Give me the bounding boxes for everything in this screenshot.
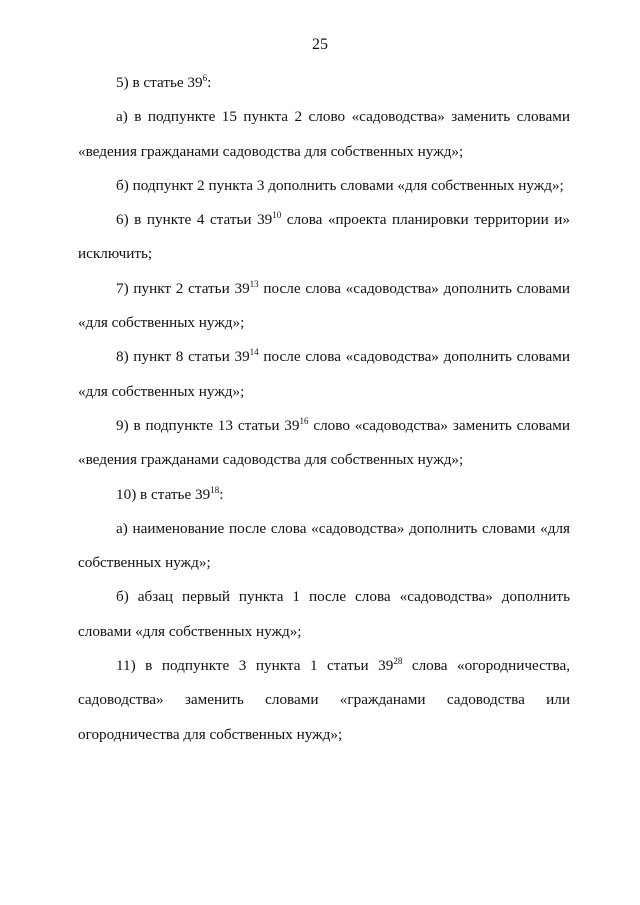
paragraph-6: 6) в пункте 4 статьи $39^{10}$ слова «проекта планировки территории и» исключить; — [78, 210, 570, 263]
paragraph-10: 10) в статье $39^{18}$: — [116, 484, 224, 503]
paragraph-10a: а) наименование после слова «садоводства» дополнить словами «для собственных нужд»; — [78, 519, 570, 572]
paragraph-11: 11) в подпункте 3 пункта 1 статьи $39^{28}$ слова «огородничества, садоводства» заменить словами «гражданами садоводства или огородничества для собственных нужд»; — [78, 655, 570, 743]
paragraph-7: 7) пункт 2 статьи $39^{13}$ после слова «садоводства» дополнить словами «для собственных нужд»; — [78, 278, 570, 332]
paragraph-10b: б) абзац первый пункта 1 после слова «садоводства» дополнить словами «для собственных нужд»; — [78, 588, 570, 640]
paragraph-8: 8) пункт 8 статьи $39^{14}$ после слова «садоводства» дополнить словами «для собственных нужд»; — [78, 347, 570, 400]
page-number: 25 — [312, 36, 328, 53]
paragraph-5: 5) в статье $39^6$: — [116, 72, 212, 91]
paragraph-5a: а) в подпункте 15 пункта 2 слово «садоводства» заменить словами «ведения гражданами садоводства для собственных нужд»; — [78, 108, 570, 160]
paragraph-9: 9) в подпункте 13 статьи $39^{16}$ слово «садоводства» заменить словами «ведения гражданами садоводства для собственных нужд»; — [78, 415, 570, 469]
document-body — [78, 66, 570, 752]
paragraph-5b: б) подпункт 2 пункта 3 дополнить словами «для собственных нужд»; — [116, 176, 564, 194]
